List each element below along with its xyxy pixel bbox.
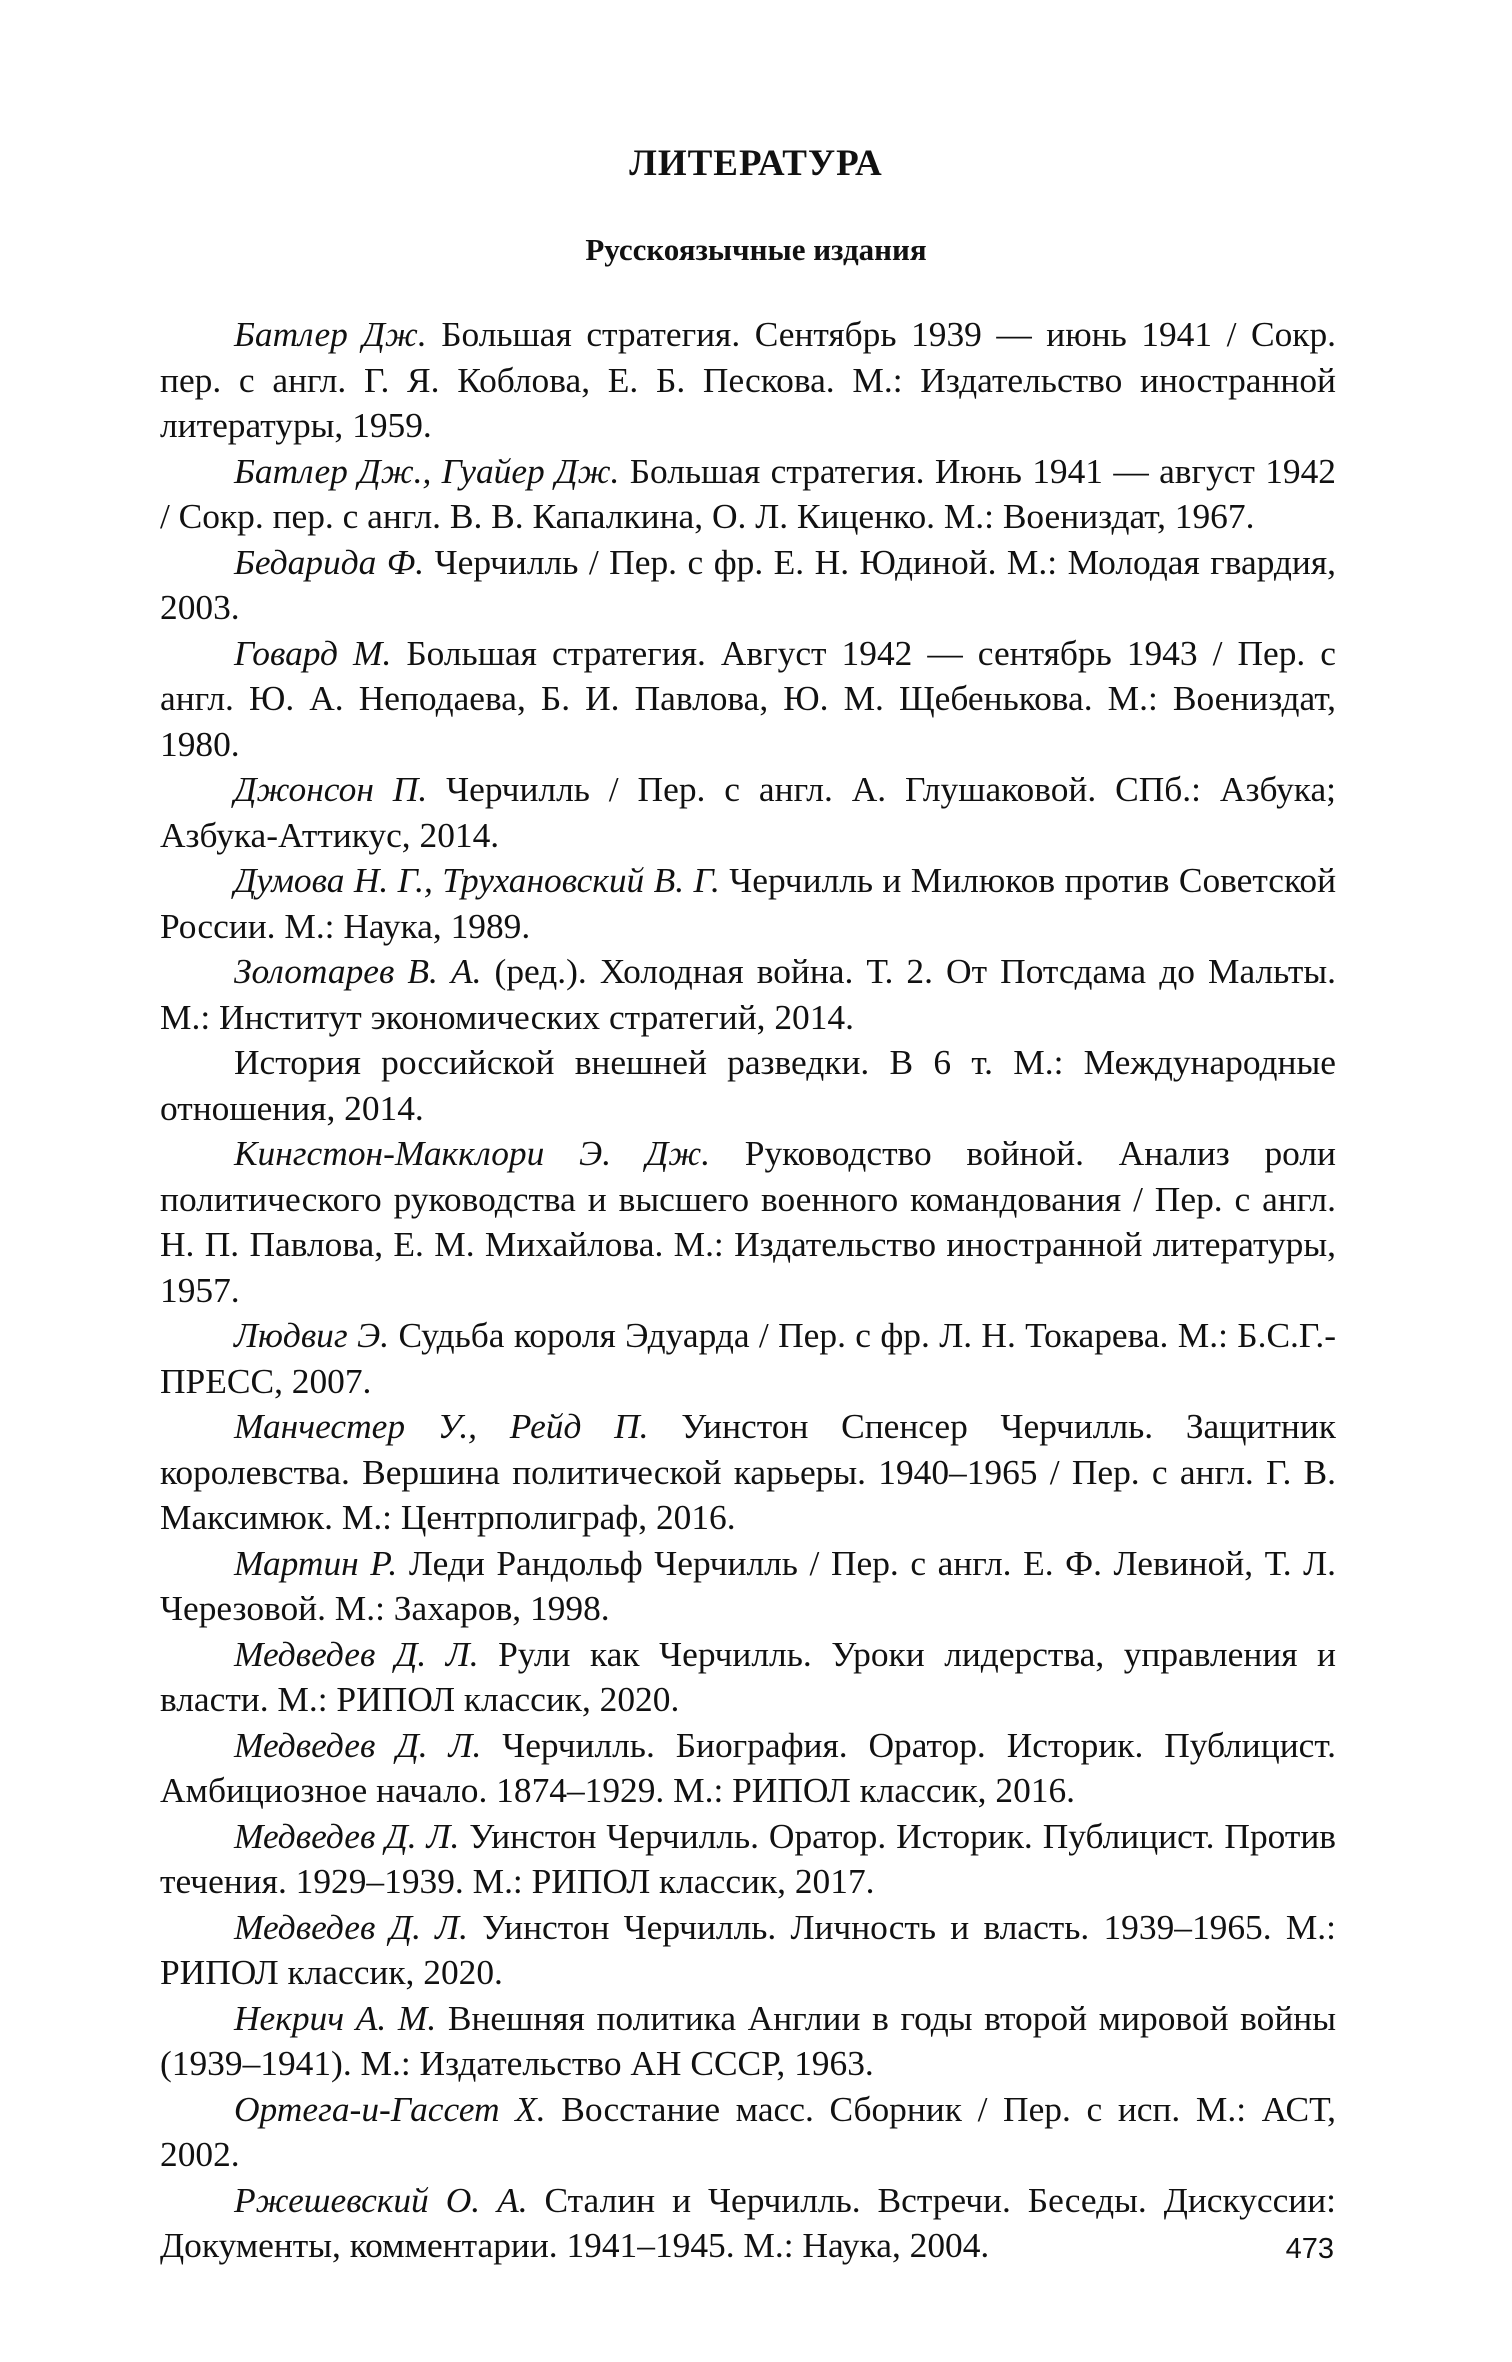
reference-list xyxy=(160,312,1336,2269)
reference-item xyxy=(160,1040,1336,1131)
reference-text: Уинстон Спенсер Черчилль. Защитник королевства. Вершина политической карьеры. 1940–1965 / Пер. с англ. Г. В. Максимюк. М.: Центрполиграф, 2016. xyxy=(160,1406,1336,1537)
reference-text: Рули как Черчилль. Уроки лидерства, управления и власти. М.: РИПОЛ классик, 2020. xyxy=(160,1633,1336,1719)
reference-item xyxy=(160,1814,1336,1905)
reference-text: Черчилль и Милюков против Советской России. М.: Наука, 1989. xyxy=(160,860,1337,946)
reference-item xyxy=(160,1131,1336,1313)
reference-item xyxy=(160,949,1336,1040)
reference-text: Внешняя политика Англии в годы второй мировой войны (1939–1941). М.: Издательство АН СССР, 1963. xyxy=(160,1997,1336,2083)
reference-author: Джонсон П. xyxy=(234,769,428,809)
reference-text: Руководство войной. Анализ роли политического руководства и высшего военного командования / Пер. с англ. Н. П. Павлова, Е. М. Михайлова. М.: Издательство иностранной литературы, 1957. xyxy=(160,1133,1336,1310)
reference-text: Черчилль / Пер. с фр. Е. Н. Юдиной. М.: Молодая гвардия, 2003. xyxy=(160,541,1336,627)
reference-text: Судьба короля Эдуарда / Пер. с фр. Л. Н. Токарева. М.: Б.С.Г.-ПРЕСС, 2007. xyxy=(160,1315,1336,1401)
reference-text: Леди Рандольф Черчилль / Пер. с англ. Е. Ф. Левиной, Т. Л. Черезовой. М.: Захаров, 1998. xyxy=(160,1542,1337,1628)
reference-text: История российской внешней разведки. В 6 т. М.: Международные отношения, 2014. xyxy=(160,1042,1336,1128)
reference-item xyxy=(160,540,1336,631)
reference-item xyxy=(160,1996,1336,2087)
reference-text: Уинстон Черчилль. Оратор. Историк. Публицист. Против течения. 1929–1939. М.: РИПОЛ классик, 2017. xyxy=(160,1815,1336,1901)
reference-author: Людвиг Э. xyxy=(234,1315,390,1355)
reference-author: Батлер Дж. xyxy=(234,314,427,354)
reference-item xyxy=(160,1404,1336,1541)
reference-item xyxy=(160,2087,1336,2178)
reference-item xyxy=(160,1723,1336,1814)
reference-item xyxy=(160,858,1336,949)
reference-text: Восстание масс. Сборник / Пер. с исп. М.: АСТ, 2002. xyxy=(160,2088,1336,2174)
reference-author: Ортега-и-Гассет Х. xyxy=(234,2088,546,2129)
reference-item xyxy=(160,2178,1336,2269)
reference-item xyxy=(160,1541,1336,1632)
reference-text: Сталин и Черчилль. Встречи. Беседы. Дискуссии: Документы, комментарии. 1941–1945. М.: Наука, 2004. xyxy=(160,2179,1336,2265)
reference-item xyxy=(160,449,1336,540)
reference-author: Медведев Д. Л. xyxy=(234,1633,479,1674)
reference-author: Медведев Д. Л. xyxy=(234,1815,460,1856)
reference-author: Золотарев В. А. xyxy=(234,951,482,991)
reference-author: Бедарида Ф. xyxy=(234,541,425,582)
reference-text: Черчилль. Биография. Оратор. Историк. Публицист. Амбициозное начало. 1874–1929. М.: РИПОЛ классик, 2016. xyxy=(160,1724,1336,1810)
reference-item xyxy=(160,312,1336,449)
reference-author: Медведев Д. Л. xyxy=(234,1906,468,1947)
reference-author: Говард М. xyxy=(234,632,392,673)
reference-text: Уинстон Черчилль. Личность и власть. 1939–1965. М.: РИПОЛ классик, 2020. xyxy=(160,1906,1336,1992)
reference-item xyxy=(160,631,1336,768)
reference-item xyxy=(160,767,1336,858)
reference-text: Большая стратегия. Июнь 1941 — август 1942 / Сокр. пер. с англ. В. В. Капалкина, О. Л. Киценко. М.: Воениздат, 1967. xyxy=(160,450,1336,536)
reference-author: Ржешевский О. А. xyxy=(234,2179,528,2220)
reference-item xyxy=(160,1313,1336,1404)
reference-author: Думова Н. Г., Трухановский В. Г. xyxy=(234,860,720,900)
reference-item xyxy=(160,1905,1336,1996)
reference-item xyxy=(160,1632,1336,1723)
reference-author: Некрич А. М. xyxy=(234,1997,437,2038)
reference-text: Большая стратегия. Сентябрь 1939 — июнь 1941 / Сокр. пер. с англ. Г. Я. Коблова, Е. Б. Пескова. М.: Издательство иностранной литературы, 1959. xyxy=(160,314,1336,445)
page-title: ЛИТЕРАТУРА xyxy=(629,143,883,184)
reference-author: Кингстон-Макклори Э. Дж. xyxy=(234,1133,711,1173)
reference-author: Батлер Дж., Гуайер Дж. xyxy=(234,450,620,491)
reference-text: (ред.). Холодная война. Т. 2. От Потсдама до Мальты. М.: Институт экономических стратегий, 2014. xyxy=(160,951,1337,1037)
reference-text: Черчилль / Пер. с англ. А. Глушаковой. СПб.: Азбука; Азбука-Аттикус, 2014. xyxy=(160,769,1336,855)
reference-author: Манчестер У., Рейд П. xyxy=(234,1406,649,1446)
reference-author: Медведев Д. Л. xyxy=(234,1724,482,1765)
reference-text: Большая стратегия. Август 1942 — сентябрь 1943 / Пер. с англ. Ю. А. Неподаева, Б. И. Павлова, Ю. М. Щебенькова. М.: Воениздат, 1980. xyxy=(160,632,1336,764)
section-heading: Русскоязычные издания xyxy=(585,232,927,267)
reference-author: Мартин Р. xyxy=(234,1542,398,1583)
page-number: 473 xyxy=(1285,2233,1334,2265)
